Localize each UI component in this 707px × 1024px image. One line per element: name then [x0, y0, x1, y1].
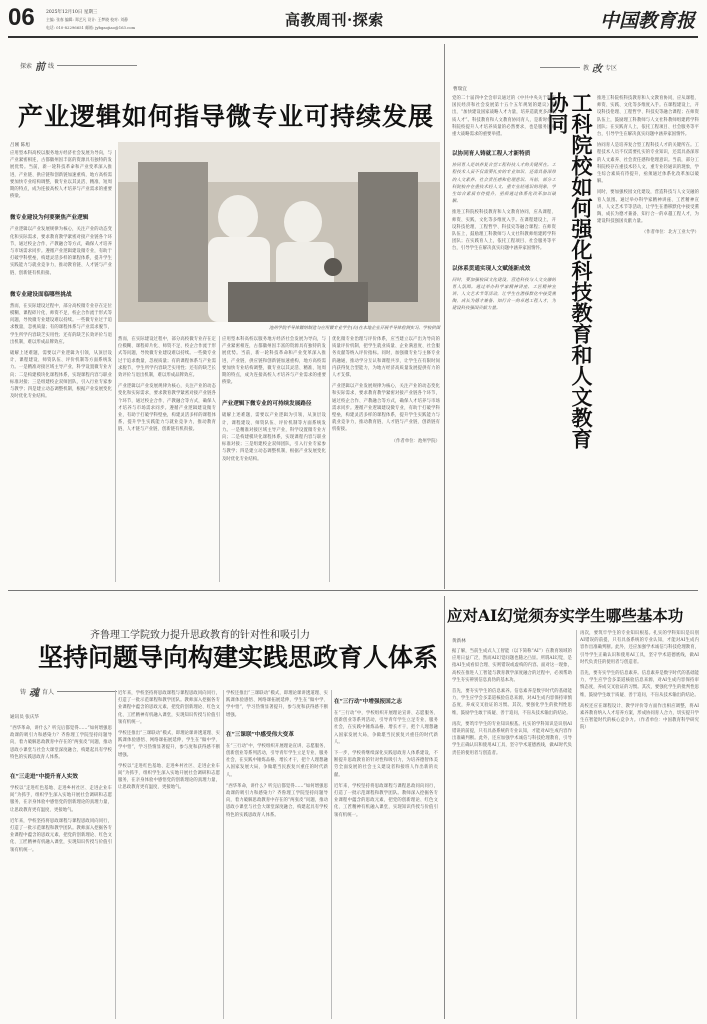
kicker-rule	[57, 65, 137, 66]
left-paragraph: 应用型本科高校以服务地方经济社会发展为导向，与产业紧密相连，古都徽州因丰富的资源具有独特的发展优势。当前，新一轮科技革命和产业变革深入推进，产业链、供应链和创新链加速重构，地方高校需要加快专业结构调整，微专业以其灵活、精准、短周期的特点，成为连接高校人才培养与产业需求的重要桥梁。	[10, 151, 112, 200]
bottom-paragraph: 学校以“走进红色基地、走进乡村社区、走进企业车间”为抓手，组织学生深入实地开展社会调研和志愿服务，在亲身体验中感悟党的创新理论的真理力量，让思政教育更有温度、更接地气。	[10, 786, 112, 813]
section-divider	[444, 596, 445, 1019]
bottom-subhead: 在“三课联”中感受伟大变革	[226, 731, 294, 738]
kicker-tail: 专区	[605, 65, 618, 72]
right-paragraph: 同时，要加强校园文化建设，营造科技与人文交融的育人氛围。通过举办科学家精神讲座、工匠精神宣讲、人文艺术节等活动，让学生在潜移默化中接受熏陶，成长为德才兼备、知行合一的卓越工程人才，为建设科技强国贡献力量。	[597, 190, 699, 225]
ai-paragraph: 据了解，当前生成式人工智能（以下简称“AI”）在教育领域的应用日益广泛，然而AI幻觉问题也随之凸显。所谓AI幻觉，是指AI生成看似合理、实则错误或虚构的内容。面对这一现象，高校在推进人工智能与教育教学深度融合的过程中，必须帮助学生夯实辨别信息真伪的基本功。	[452, 649, 572, 683]
bottom-column-2	[118, 690, 220, 1019]
left-author-note: （作者单位：池州学院）	[391, 438, 440, 444]
photo-illustration	[118, 142, 440, 322]
bottom-paragraph: “西华革命，讲什么？听完后都觉得……”如何增强思政课的吸引力和感染力？齐鲁理工学院坚持问题导向，着力破解思政教育中存在的“两张皮”问题，推动思政小课堂与社会大课堂深度融合，构建起具有学校特色的实践思政育人体系。	[10, 726, 112, 760]
masthead-text: 中国教育报	[600, 10, 696, 32]
column-divider	[223, 690, 224, 1019]
column-divider	[576, 630, 577, 1019]
kicker-big: 魂	[29, 688, 40, 699]
bottom-paragraph: 下一步，学校将继续深化实践思政育人体系建设，不断提升思政教育的针对性和吸引力，为培养德智体美劳全面发展的社会主义建设者和接班人作出新的贡献。	[334, 751, 438, 778]
masthead-logo	[600, 6, 695, 33]
right-paragraph: 同时，要加强校园文化建设，营造科技与人文交融的育人氛围。通过举办科学家精神讲座、工匠精神宣讲、人文艺术节等活动，让学生在潜移默化中接受熏陶，成长为德才兼备、知行合一的卓越工程人才，为建设科技强国贡献力量。	[452, 277, 556, 312]
kicker-small: 教	[583, 65, 590, 72]
bottom-paragraph: 在“三行动”中，学校组织开展理论宣讲、志愿服务、创新创业等系列活动，引导青年学生立足专业、服务社会，在实践中锤炼品格、增长才干，把个人理想融入国家发展大局，争做堪当民族复兴重任的时代新人。	[334, 711, 438, 745]
left-headline: 产业逻辑如何指导微专业可持续发展	[18, 102, 435, 131]
column-divider	[115, 690, 116, 1019]
ai-paragraph: 首先，要夯实学生的信息素养。信息素养是数字时代的基础能力，学生应学会多渠道核验信息来源，对AI生成内容保持审慎态度，养成交叉验证的习惯。其次，要强化学生的批判性思维，鼓励学生敢于质疑、善于追问，不盲从技术输出的结论。	[452, 689, 572, 716]
left-subhead: 微专业建设面临哪些挑战	[10, 291, 72, 298]
ai-byline: 黄新林	[452, 639, 466, 644]
bottom-column-3	[226, 690, 328, 1019]
article-photo	[118, 142, 440, 322]
bottom-subhead: 在“三行动”中增强报国之志	[334, 699, 402, 705]
right-column-2	[597, 95, 699, 585]
bottom-headline: 坚持问题导向构建实践思政育人体系	[38, 643, 439, 672]
bottom-subhead: 在“三走进”中提升育人实效	[10, 774, 78, 781]
column-divider	[331, 690, 332, 1019]
right-paragraph: 推进工科院校科技教育和人文教育协同，应从课程、师资、实践、文化等多维度入手。在课程建设上，开设科技伦理、工程哲学、科技史等融合课程；在师资队伍上，鼓励理工科教师与人文社科教师组建跨学科团队；在实践育人上，依托工程项目、社会服务等平台，引导学生在解决真实问题中涵养家国情怀。	[597, 96, 699, 138]
right-column-1	[452, 95, 556, 585]
left-paragraph: 产业逻辑以产业发展规律为核心，关注产业的动态变化和实际需求，要求教育教学紧密对接产业链各个环节，通过校企合作、产教融合等方式，确保人才培养与市场需求同步。遵循产业逻辑建设微专业，有助于打破学科壁垒，构建灵活多样的课程体系，提升学生实践能力与就业竞争力，推动教育链、人才链与产业链、创新链有机衔接。	[10, 227, 112, 276]
ai-column-1	[452, 648, 572, 1019]
bottom-paragraph: 学校还推出“三课联动”模式，即理论课讲透道理、实践课体验感悟、网络课拓展延伸，学生在“做中学、学中悟”，学习热情显著提升，参与度和获得感不断增强。	[118, 731, 220, 758]
ai-column-2	[580, 630, 699, 1019]
kicker-tail: 线	[48, 63, 55, 70]
photo-caption: 池州学院半导体微纳制造与应用微专业学生(右)在本地企业开展半导体检测实习。学校供图	[269, 326, 440, 331]
right-paragraph: 协同育人是培养复合型工程科技人才的关键所在。工程技术人员不仅需要扎实的专业知识，还需具备深厚的人文素养、社会责任感和伦理意识。当前，部分工科院校存在重技术轻人文、重专业轻通识的现象，学生综合素质有待提升，亟须通过体系化改革加以破解。	[597, 143, 699, 185]
kicker-big: 改	[592, 64, 603, 75]
left-subhead: 微专业建设为何要聚焦产业逻辑	[10, 215, 89, 222]
kicker-tail: 育人	[42, 689, 55, 696]
bottom-deck: 齐鲁理工学院致力提升思政教育的针对性和吸引力	[90, 630, 310, 641]
kicker-rule	[57, 691, 117, 692]
right-subhead: 以协同育人铸就工程人才新特质	[452, 151, 531, 158]
left-paragraph: 然而，在实际建设过程中，部分高校微专业存在定位模糊、课程碎片化、师资不足、校企合作流于形式等问题，导致微专业建设难以持续。一些微专业过于追求数量，忽视质量；有的课程体系与产业需求脱节，学生所学内容缺乏实用性；还有的缺乏长效评价与退出机制，难以形成品牌效应。	[118, 337, 216, 379]
section-title: 高教周刊·探索	[285, 11, 384, 29]
section-rule	[8, 590, 698, 591]
bottom-column-4	[334, 690, 438, 1019]
left-column-1	[10, 150, 112, 582]
left-subhead: 产业逻辑下微专业的可持续发展路径	[222, 401, 312, 408]
left-paragraph: 产业逻辑以产业发展规律为核心，关注产业的动态变化和实际需求，要求教育教学紧密对接产业链各个环节，通过校企合作、产教融合等方式，确保人才培养与市场需求同步。遵循产业逻辑建设微专业，有助于打破学科壁垒，构建灵活多样的课程体系，提升学生实践能力与就业竞争力，推动教育链、人才链与产业链、创新链有机衔接。	[118, 384, 216, 433]
page-number: 06	[8, 4, 35, 31]
ai-paragraph: 再次，要筑牢学生的专业知识根基。扎实的学科知识是识别AI错误的前提，只有具备系统的专业认知，才能对AI生成内容作出准确判断。此外，还应加强学术诚信与科技伦理教育，引导学生正确认识和使用AI工具，坚守学术道德底线，做AI时代负责任的使用者与创造者。	[580, 631, 699, 665]
ai-headline: 应对AI幻觉须夯实学生哪些基本功	[447, 606, 684, 625]
bottom-paragraph: 在“三行动”中，学校组织开展理论宣讲、志愿服务、创新创业等系列活动，引导青年学生立足专业、服务社会，在实践中锤炼品格、增长才干，把个人理想融入国家发展大局，争做堪当民族复兴重任的时代新人。	[226, 743, 328, 778]
kicker-small: 探索	[20, 63, 33, 70]
kicker-small: 铸	[20, 689, 27, 696]
left-paragraph: 应用型本科高校以服务地方经济社会发展为导向，与产业紧密相连，古都徽州因丰富的资源具有独特的发展优势。当前，新一轮科技革命和产业变革深入推进，产业链、供应链和创新链加速重构，地方高校需要加快专业结构调整，微专业以其灵活、精准、短周期的特点，成为连接高校人才培养与产业需求的重要桥梁。	[222, 337, 326, 386]
column-divider	[115, 150, 116, 582]
left-column-3	[222, 336, 326, 582]
kicker-rule	[540, 67, 580, 68]
left-column-4	[332, 336, 440, 582]
kicker-big: 前	[35, 62, 46, 73]
right-author-note: （作者单位：北方工业大学）	[641, 230, 699, 236]
left-byline: 吕刚 陈旭	[10, 143, 30, 148]
bottom-kicker	[20, 684, 117, 699]
left-paragraph: 优化微专业治理与评价体系，应当建立以产出为导向的质量评价机制，把学生就业质量、企业满意度、社会服务贡献等纳入评价指标。同时，加强微专业与主修专业的融通，推动学分互认和课程共享，让学生在有限时间内获得复合型能力，为地方经济高质量发展提供有力的人才支撑。	[332, 337, 440, 379]
header-meta-line2: 电话: 010-82296651 邮箱: jybgaojiao@163.com	[46, 25, 136, 30]
bottom-paragraph: 近年来，学校坚持将思政课程与课程思政同向同行，打造了一批示范课程和教学团队。教师深入挖掘各专业课程中蕴含的思政元素，把党的创新理论、红色文化、工匠精神有机融入课堂，实现知识传授与价值引领有机统一。	[118, 691, 220, 725]
header-date: 2025年12月10日 星期三	[46, 10, 98, 15]
right-paragraph: 党的二十届四中全会审议通过的《中共中央关于制定国民经济和社会发展第十五个五年规划的建议》提出，“加快建设国家战略人才力量，培养造就更多高素质人才”。科技教育和人文教育协同育人，是新时代工科院校提升人才培养质量的必然要求，也是服务国家重大战略需求的重要举措。	[452, 96, 556, 138]
ai-paragraph: 再次，要筑牢学生的专业知识根基。扎实的学科知识是识别AI错误的前提，只有具备系统的专业认知，才能对AI生成内容作出准确判断。此外，还应加强学术诚信与科技伦理教育，引导学生正确认识和使用AI工具，坚守学术道德底线，做AI时代负责任的使用者与创造者。	[452, 721, 572, 756]
right-paragraph: 协同育人是培养复合型工程科技人才的关键所在。工程技术人员不仅需要扎实的专业知识，还需具备深厚的人文素养、社会责任感和伦理意识。当前，部分工科院校存在重技术轻人文、重专业轻通识的现象，学生综合素质有待提升，亟须通过体系化改革加以破解。	[452, 163, 556, 205]
right-byline: 曹瑞宜	[453, 87, 467, 92]
left-paragraph: 然而，在实际建设过程中，部分高校微专业存在定位模糊、课程碎片化、师资不足、校企合作流于形式等问题，导致微专业建设难以持续。一些微专业过于追求数量，忽视质量；有的课程体系与产业需求脱节，学生所学内容缺乏实用性；还有的缺乏长效评价与退出机制，难以形成品牌效应。	[10, 303, 112, 345]
ai-paragraph: 首先，要夯实学生的信息素养。信息素养是数字时代的基础能力，学生应学会多渠道核验信息来源，对AI生成内容保持审慎态度，养成交叉验证的习惯。其次，要强化学生的批判性思维，鼓励学生敢于质疑、善于追问，不盲从技术输出的结论。	[580, 671, 699, 698]
bottom-paragraph: 近年来，学校坚持将思政课程与课程思政同向同行，打造了一批示范课程和教学团队。教师深入挖掘各专业课程中蕴含的思政元素，把党的创新理论、红色文化、工匠精神有机融入课堂，实现知识传授与价值引领有机统一。	[10, 818, 112, 853]
left-paragraph: 破解上述难题，需要以产业逻辑为引领，从顶层设计、课程建设、师资队伍、评价机制等方面系统发力。一是精准对接区域主导产业，科学设置微专业方向；二是构建模块化课程体系，实现课程内容与职业标准对接；三是组建校企双师团队，引入行业专家参与教学；四是建立动态调整机制，根据产业发展变化及时优化专业结构。	[222, 413, 326, 462]
column-divider	[329, 336, 330, 582]
bottom-paragraph: “西华革命，讲什么？听完后都觉得……”如何增强思政课的吸引力和感染力？齐鲁理工学院坚持问题导向，着力破解思政教育中存在的“两张皮”问题，推动思政小课堂与社会大课堂深度融合，构建起具有学校特色的实践思政育人体系。	[226, 783, 328, 818]
left-paragraph: 产业逻辑以产业发展规律为核心，关注产业的动态变化和实际需求，要求教育教学紧密对接产业链各个环节，通过校企合作、产教融合等方式，确保人才培养与市场需求同步。遵循产业逻辑建设微专业，有助于打破学科壁垒，构建灵活多样的课程体系，提升学生实践能力与就业竞争力，推动教育链、人才链与产业链、创新链有机衔接。	[332, 384, 440, 433]
right-paragraph: 推进工科院校科技教育和人文教育协同，应从课程、师资、实践、文化等多维度入手。在课程建设上，开设科技伦理、工程哲学、科技史等融合课程；在师资队伍上，鼓励理工科教师与人文社科教师组建跨学科团队；在实践育人上，依托工程项目、社会服务等平台，引导学生在解决真实问题中涵养家国情怀。	[452, 210, 556, 252]
ai-paragraph: 高校还应在课程设计、教学评价等方面作出相应调整，将AI素养教育纳入人才培养方案，形成协同育人合力，切实提升学生在智能时代的核心竞争力。（作者单位：中国教育科学研究院）	[580, 703, 699, 731]
section-divider	[444, 44, 445, 589]
bottom-byline: 通讯员 张庆华	[10, 715, 40, 720]
bottom-paragraph: 近年来，学校坚持将思政课程与课程思政同向同行，打造了一批示范课程和教学团队。教师深入挖掘各专业课程中蕴含的思政元素，把党的创新理论、红色文化、工匠精神有机融入课堂，实现知识传授与价值引领有机统一。	[334, 783, 438, 818]
left-kicker	[20, 58, 137, 73]
left-paragraph: 破解上述难题，需要以产业逻辑为引领，从顶层设计、课程建设、师资队伍、评价机制等方面系统发力。一是精准对接区域主导产业，科学设置微专业方向；二是构建模块化课程体系，实现课程内容与职业标准对接；三是组建校企双师团队，引入行业专家参与教学；四是建立动态调整机制，根据产业发展变化及时优化专业结构。	[10, 351, 112, 400]
bottom-column-1	[10, 725, 112, 1019]
left-column-2	[118, 336, 216, 582]
bottom-paragraph: 学校还推出“三课联动”模式，即理论课讲透道理、实践课体验感悟、网络课拓展延伸，学生在“做中学、学中悟”，学习热情显著提升，参与度和获得感不断增强。	[226, 691, 328, 718]
right-subhead: 以体系贯通实现人文赋能新成效	[452, 265, 531, 272]
vertical-headline: 工科院校如何强化科技教育和人文教育协同	[545, 92, 594, 449]
right-kicker	[540, 60, 617, 75]
header-meta-line1: 主编: 张春 编辑: 郑艺凡 设计: 王梦晓 校对: 刘静	[46, 17, 128, 22]
bottom-paragraph: 学校以“走进红色基地、走进乡村社区、走进企业车间”为抓手，组织学生深入实地开展社会调研和志愿服务，在亲身体验中感悟党的创新理论的真理力量，让思政教育更有温度、更接地气。	[118, 763, 220, 791]
header-rule	[8, 36, 698, 38]
column-divider	[219, 336, 220, 582]
